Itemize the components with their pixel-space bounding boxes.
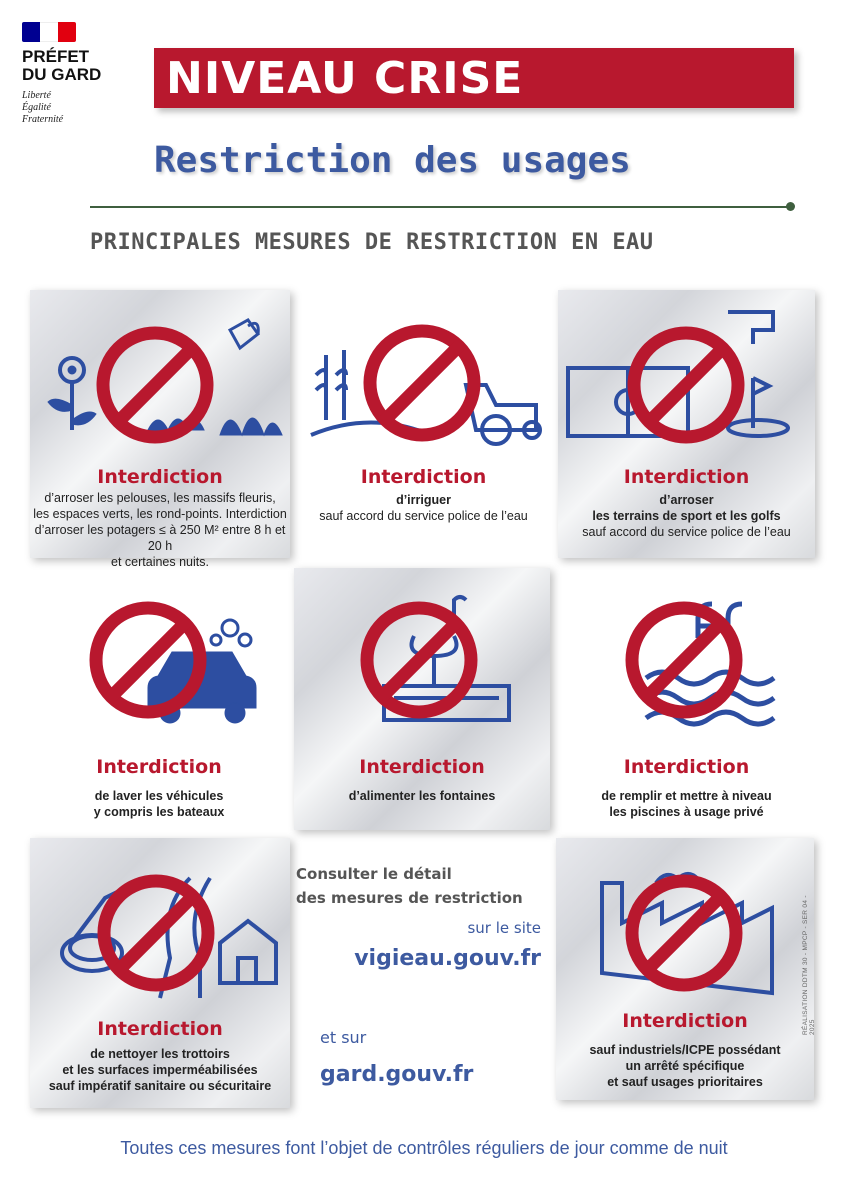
info-block (296, 862, 541, 971)
car-wash-icon (30, 568, 288, 748)
card-text (30, 788, 288, 820)
credit-line: RÉALISATION DDTM 30 - MPCP - SER 04 - 2025 (802, 895, 816, 1035)
logo-title (22, 48, 132, 84)
logo-line-1: PRÉFET (22, 47, 90, 66)
card-line: et sauf usages prioritaires (607, 1075, 763, 1089)
card-line: d’arroser les pelouses, les massifs fleuris, (44, 491, 276, 505)
motto-fraternite: Fraternité (22, 114, 64, 125)
card-line: sauf industriels/ICPE possédant (589, 1043, 781, 1057)
card-line: et certaines nuits. (111, 555, 209, 569)
info-and: et sur (320, 1028, 367, 1047)
card-text (558, 788, 815, 820)
card-line: d’arroser (659, 493, 714, 507)
card-line: sauf accord du service police de l’eau (582, 525, 791, 539)
card-line: y compris les bateaux (93, 805, 225, 819)
card-title: Interdiction (97, 466, 223, 488)
card-line: les piscines à usage privé (609, 805, 764, 819)
card-text (558, 492, 815, 540)
card-text (556, 1042, 814, 1090)
vigieau-link[interactable]: vigieau.gouv.fr (354, 946, 541, 971)
card-title: Interdiction (360, 466, 487, 488)
card-garden (30, 290, 290, 569)
card-text (296, 492, 551, 524)
fountain-icon (294, 568, 550, 748)
page-subtitle: Restriction des usages (154, 140, 631, 181)
info-line-3: sur le site (467, 919, 541, 937)
card-line: les espaces verts, les rond-points. Interdiction (33, 507, 287, 521)
prefet-logo (22, 22, 132, 126)
motto-egalite: Égalité (22, 102, 51, 113)
card-pavement-cleaning (30, 838, 290, 1108)
card-title: Interdiction (622, 1010, 748, 1032)
section-title: PRINCIPALES MESURES DE RESTRICTION EN EAU (90, 230, 654, 255)
card-line: de remplir et mettre à niveau (601, 789, 772, 803)
card-title: Interdiction (623, 466, 750, 488)
card-title: Interdiction (97, 1018, 223, 1040)
card-title: Interdiction (96, 756, 222, 778)
footer-note: Toutes ces mesures font l’objet de contrôles réguliers de jour comme de nuit (120, 1138, 728, 1158)
card-line: sauf accord du service police de l’eau (319, 509, 528, 523)
swimming-pool-icon (558, 568, 815, 748)
info-line-2: des mesures de restriction (296, 889, 523, 907)
card-line: sauf impératif sanitaire ou sécuritaire (48, 1079, 272, 1093)
card-line: de laver les véhicules (94, 789, 224, 803)
gard-link[interactable]: gard.gouv.fr (320, 1062, 474, 1087)
card-text (30, 490, 290, 570)
card-line: de nettoyer les trottoirs (90, 1047, 230, 1061)
card-fountain (294, 568, 550, 830)
card-sports-golf (558, 290, 815, 558)
republic-motto (22, 90, 132, 126)
card-title: Interdiction (359, 756, 485, 778)
card-title: Interdiction (623, 756, 750, 778)
info-line-1: Consulter le détail (296, 865, 452, 883)
card-car-wash (30, 568, 288, 830)
card-line: les terrains de sport et les golfs (592, 509, 781, 523)
card-text (294, 788, 550, 804)
card-line: un arrêté spécifique (625, 1059, 745, 1073)
factory-icon (556, 838, 814, 1008)
logo-line-2: DU GARD (22, 65, 102, 84)
card-line: d’arroser les potagers ≤ à 250 M² entre 8 h et 20 h (34, 523, 286, 553)
card-text (30, 1046, 290, 1094)
crisis-banner (154, 48, 794, 108)
card-industry (556, 838, 814, 1100)
divider (90, 206, 790, 208)
divider-dot (786, 202, 795, 211)
card-swimming-pool (558, 568, 815, 830)
banner-title: NIVEAU CRISE (166, 52, 524, 104)
marianne-flag-icon (22, 22, 76, 42)
card-irrigation (296, 290, 551, 558)
sports-field-golf-icon (558, 290, 815, 465)
garden-watering-icon (30, 290, 290, 465)
irrigation-icon (296, 290, 551, 465)
card-line: et les surfaces imperméabilisées (62, 1063, 258, 1077)
hose-pavement-icon (30, 838, 290, 1018)
card-line: d’alimenter les fontaines (348, 789, 496, 803)
motto-liberte: Liberté (22, 90, 51, 101)
card-line: d’irriguer (396, 493, 451, 507)
